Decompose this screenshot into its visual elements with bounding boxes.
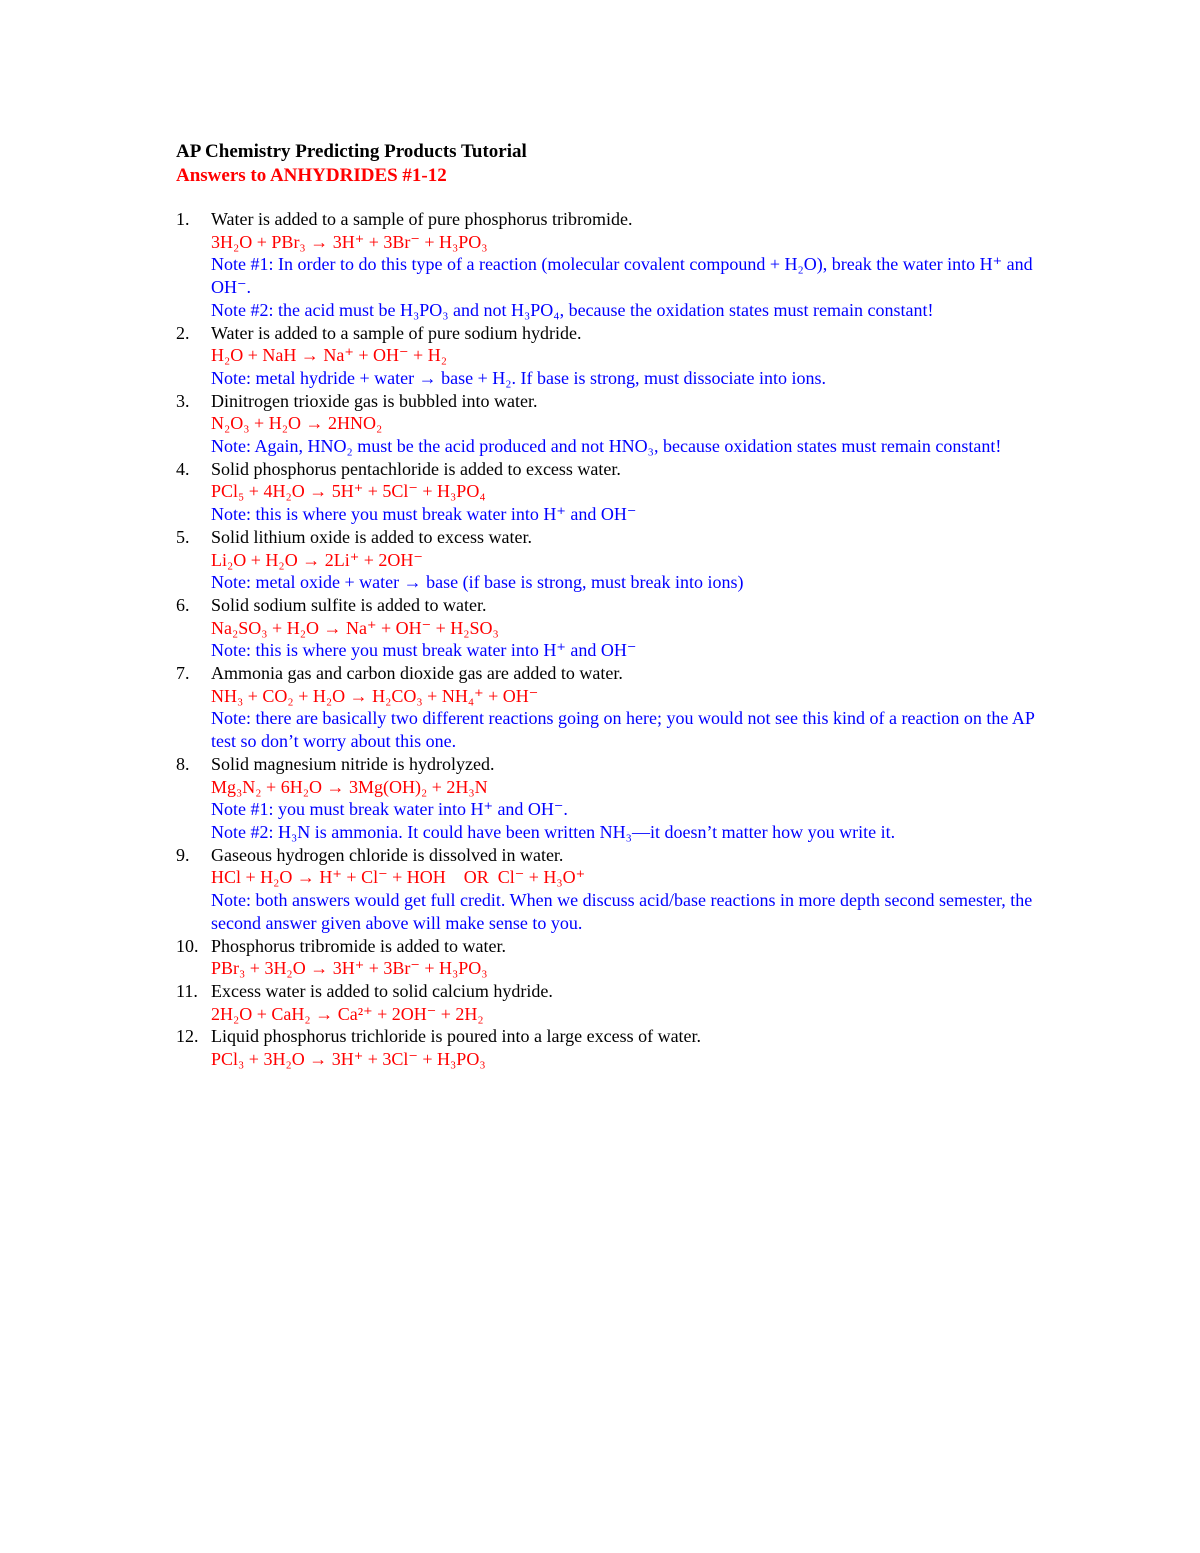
item-number: 4. bbox=[176, 458, 190, 479]
list-item bbox=[176, 980, 1036, 1025]
item-number: 3. bbox=[176, 390, 190, 411]
list-item bbox=[176, 1025, 1036, 1070]
item-number: 7. bbox=[176, 663, 190, 684]
answer-equation: NH₃ + CO₂ + H₂O → H₂CO₃ + NH₄⁺ + OH⁻ bbox=[211, 685, 539, 706]
answer-note: Note: there are basically two different reactions going on here; you would not see this kind of a reaction on the AP test so don’t worry about this one. bbox=[211, 708, 1035, 752]
answer-note: Note: metal hydride + water → base + H₂. If base is strong, must dissociate into ions. bbox=[211, 367, 826, 388]
list-item bbox=[176, 322, 1036, 390]
answer-equation: HCl + H₂O → H⁺ + Cl⁻ + HOH OR Cl⁻ + H₃O⁺ bbox=[211, 867, 586, 888]
document-page bbox=[176, 140, 1036, 1071]
question-text: Liquid phosphorus trichloride is poured into a large excess of water. bbox=[211, 1026, 702, 1047]
list-item bbox=[176, 844, 1036, 935]
list-item bbox=[176, 390, 1036, 458]
item-number: 6. bbox=[176, 594, 190, 615]
question-text: Phosphorus tribromide is added to water. bbox=[211, 935, 506, 956]
question-text: Dinitrogen trioxide gas is bubbled into water. bbox=[211, 390, 538, 411]
list-item bbox=[176, 208, 1036, 322]
answer-equation: PBr₃ + 3H₂O → 3H⁺ + 3Br⁻ + H₃PO₃ bbox=[211, 958, 488, 979]
answer-list bbox=[176, 208, 1036, 1071]
item-number: 9. bbox=[176, 844, 190, 865]
question-text: Gaseous hydrogen chloride is dissolved in water. bbox=[211, 844, 564, 865]
answer-note: Note #1: In order to do this type of a reaction (molecular covalent compound + H₂O), break the water into H⁺ and OH⁻. bbox=[211, 254, 1033, 298]
list-item bbox=[176, 458, 1036, 526]
question-text: Water is added to a sample of pure sodium hydride. bbox=[211, 322, 582, 343]
item-number: 12. bbox=[176, 1026, 199, 1047]
question-text: Ammonia gas and carbon dioxide gas are added to water. bbox=[211, 663, 623, 684]
item-number: 2. bbox=[176, 322, 190, 343]
answer-equation: Na₂SO₃ + H₂O → Na⁺ + OH⁻ + H₂SO₃ bbox=[211, 617, 499, 638]
answer-equation: 2H₂O + CaH₂ → Ca²⁺ + 2OH⁻ + 2H₂ bbox=[211, 1003, 484, 1024]
answer-note: Note: both answers would get full credit. When we discuss acid/base reactions in more depth second semester, the second answer given above will make sense to you. bbox=[211, 890, 1033, 933]
item-number: 10. bbox=[176, 935, 199, 956]
answer-equation: N₂O₃ + H₂O → 2HNO₂ bbox=[211, 413, 383, 434]
question-text: Solid lithium oxide is added to excess water. bbox=[211, 526, 532, 547]
list-item bbox=[176, 753, 1036, 844]
question-text: Excess water is added to solid calcium hydride. bbox=[211, 980, 553, 1001]
document-subtitle: Answers to ANHYDRIDES #1-12 bbox=[176, 165, 447, 186]
answer-note: Note: metal oxide + water → base (if base is strong, must break into ions) bbox=[211, 572, 744, 593]
item-number: 5. bbox=[176, 526, 190, 547]
item-number: 11. bbox=[176, 980, 198, 1001]
question-text: Solid sodium sulfite is added to water. bbox=[211, 594, 487, 615]
answer-note: Note #1: you must break water into H⁺ and OH⁻. bbox=[211, 799, 568, 820]
answer-equation: Li₂O + H₂O → 2Li⁺ + 2OH⁻ bbox=[211, 549, 423, 570]
answer-note: Note: this is where you must break water into H⁺ and OH⁻ bbox=[211, 640, 637, 661]
question-text: Solid magnesium nitride is hydrolyzed. bbox=[211, 753, 495, 774]
answer-note: Note: Again, HNO₂ must be the acid produced and not HNO₃, because oxidation states must remain constant! bbox=[211, 436, 1002, 457]
answer-equation: H₂O + NaH → Na⁺ + OH⁻ + H₂ bbox=[211, 345, 447, 366]
list-item bbox=[176, 526, 1036, 594]
item-number: 1. bbox=[176, 209, 190, 229]
list-item bbox=[176, 935, 1036, 980]
item-number: 8. bbox=[176, 753, 190, 774]
question-text: Solid phosphorus pentachloride is added to excess water. bbox=[211, 458, 621, 479]
answer-note: Note: this is where you must break water into H⁺ and OH⁻ bbox=[211, 504, 637, 525]
document-title: AP Chemistry Predicting Products Tutorial bbox=[176, 141, 527, 162]
answer-equation: Mg₃N₂ + 6H₂O → 3Mg(OH)₂ + 2H₃N bbox=[211, 776, 488, 797]
list-item bbox=[176, 594, 1036, 662]
answer-equation: PCl₅ + 4H₂O → 5H⁺ + 5Cl⁻ + H₃PO₄ bbox=[211, 481, 486, 502]
question-text: Water is added to a sample of pure phosphorus tribromide. bbox=[211, 209, 633, 229]
answer-note: Note #2: the acid must be H₃PO₃ and not H₃PO₄, because the oxidation states must remain constant! bbox=[211, 299, 934, 320]
answer-equation: PCl₃ + 3H₂O → 3H⁺ + 3Cl⁻ + H₃PO₃ bbox=[211, 1049, 486, 1070]
answer-equation: 3H₂O + PBr₃ → 3H⁺ + 3Br⁻ + H₃PO₃ bbox=[211, 231, 488, 252]
list-item bbox=[176, 662, 1036, 753]
answer-note: Note #2: H₃N is ammonia. It could have been written NH₃—it doesn’t matter how you write it. bbox=[211, 821, 896, 842]
